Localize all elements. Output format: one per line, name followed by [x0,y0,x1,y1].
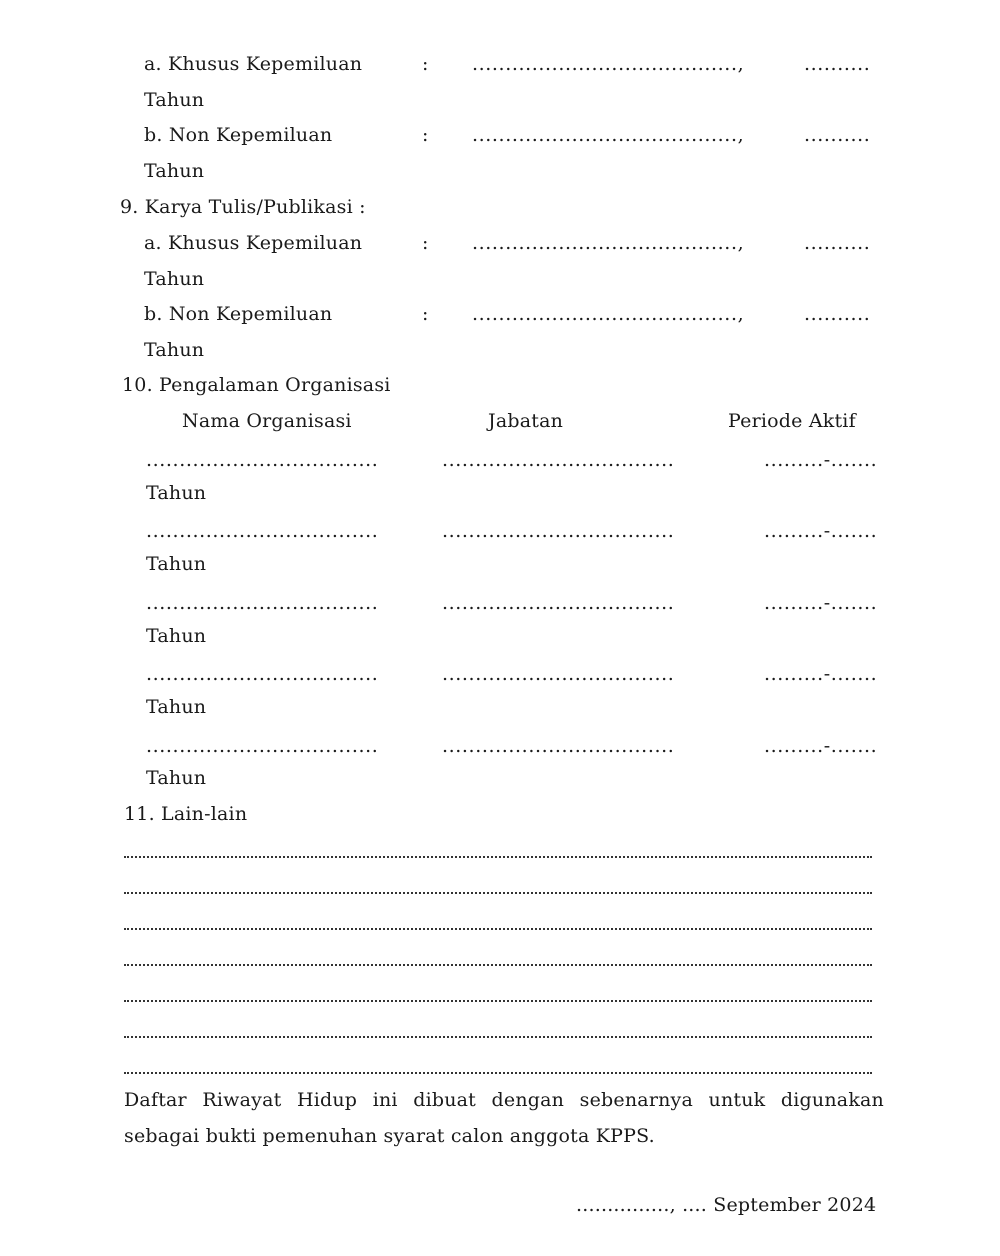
s9-heading: 9. Karya Tulis/Publikasi : [120,196,366,218]
s9-b-tahun: Tahun [144,339,205,361]
s9-a-colon: : [422,232,429,254]
s10-row-2-tahun: Tahun [146,553,207,575]
s9-b-fill-left: ........................................, [472,303,745,325]
closing-statement: Daftar Riwayat Hidup ini dibuat dengan sebenarnya untuk digunakan sebagai bukti pemenuhan syarat calon anggota KPPS. [124,1089,884,1147]
s10-row-2-jabatan: ................................... [442,520,675,542]
s8-b-tahun: Tahun [144,160,205,182]
s10-row-1-jabatan: ................................... [442,449,675,471]
s11-line-4 [124,962,872,966]
s8-a-fill-right: .......... [804,53,871,75]
s9-a-fill-right: .......... [804,232,871,254]
s8-b-fill-left: ........................................, [472,124,745,146]
s10-row-3-jabatan: ................................... [442,592,675,614]
s8-a-colon: : [422,53,429,75]
place-date: ..............., .... September 2024 [576,1194,877,1216]
s10-row-5-tahun: Tahun [146,767,207,789]
s9-a-label: a. Khusus Kepemiluan [144,232,363,254]
s11-line-5 [124,998,872,1002]
s11-line-3 [124,926,872,930]
s10-row-4-tahun: Tahun [146,696,207,718]
s10-row-1-nama: ................................... [146,449,379,471]
s8-b-label: b. Non Kepemiluan [144,124,333,146]
s10-row-5-nama: ................................... [146,735,379,757]
s9-b-fill-right: .......... [804,303,871,325]
s8-b-fill-right: .......... [804,124,871,146]
s11-line-6 [124,1034,872,1038]
s10-row-4-periode: .........-....... [764,663,878,685]
s9-b-colon: : [422,303,429,325]
s8-a-fill-left: ........................................, [472,53,745,75]
s10-col-periode: Periode Aktif [728,410,856,432]
s9-a-fill-left: ........................................, [472,232,745,254]
s8-a-tahun: Tahun [144,89,205,111]
s10-row-2-periode: .........-....... [764,520,878,542]
s10-row-3-periode: .........-....... [764,592,878,614]
s8-a-label: a. Khusus Kepemiluan [144,53,363,75]
s11-line-7 [124,1070,872,1074]
s9-a-tahun: Tahun [144,268,205,290]
s10-heading: 10. Pengalaman Organisasi [122,374,391,396]
s10-row-1-periode: .........-....... [764,449,878,471]
s8-b-colon: : [422,124,429,146]
s10-row-4-nama: ................................... [146,663,379,685]
s9-b-label: b. Non Kepemiluan [144,303,333,325]
s10-row-5-periode: .........-....... [764,735,878,757]
s10-row-3-nama: ................................... [146,592,379,614]
s10-row-3-tahun: Tahun [146,625,207,647]
s11-line-1 [124,854,872,858]
s10-row-2-nama: ................................... [146,520,379,542]
s10-row-4-jabatan: ................................... [442,663,675,685]
s10-col-jabatan: Jabatan [488,410,564,432]
s10-row-5-jabatan: ................................... [442,735,675,757]
s11-line-2 [124,890,872,894]
s10-col-nama: Nama Organisasi [182,410,352,432]
s11-heading: 11. Lain-lain [124,803,248,825]
s10-row-1-tahun: Tahun [146,482,207,504]
